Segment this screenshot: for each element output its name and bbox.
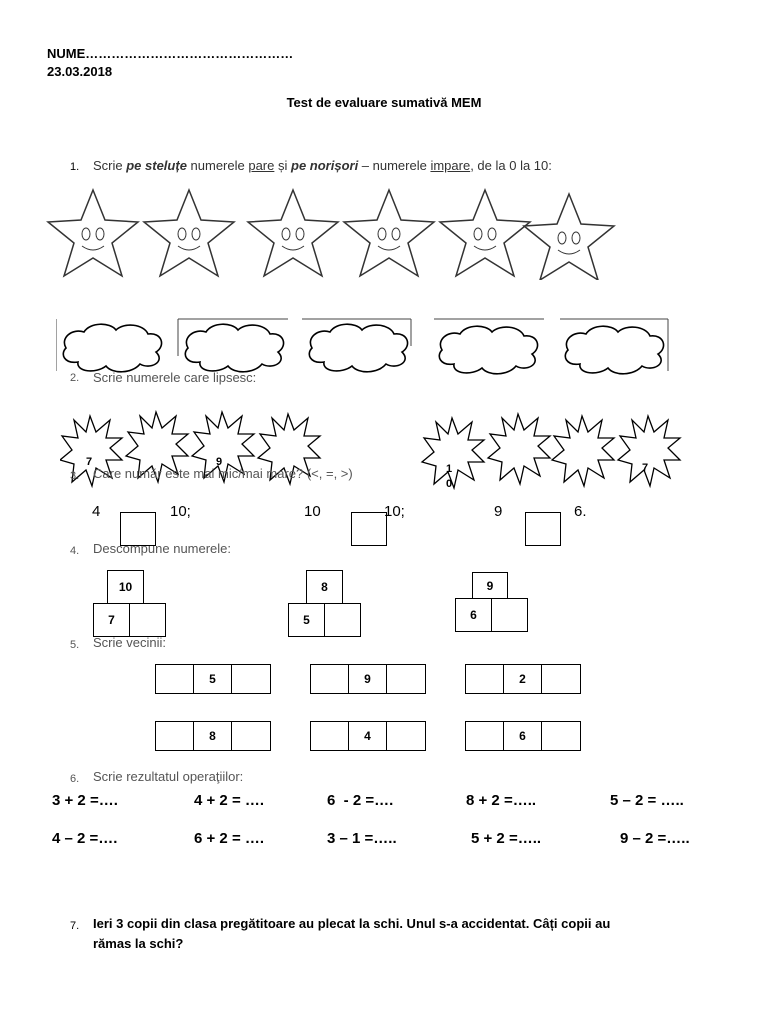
q1-mid1: numerele	[186, 158, 249, 173]
neighbor-blank[interactable]	[465, 721, 504, 751]
neighbor-blank[interactable]	[155, 664, 194, 694]
neighbor-blank[interactable]	[231, 721, 271, 751]
test-date: 23.03.2018	[47, 64, 113, 79]
q7-line2: rămas la schi?	[93, 936, 184, 951]
operation: 3 – 1 =…..	[327, 830, 397, 847]
burst-icon	[552, 416, 614, 486]
neighbor-blank[interactable]	[541, 664, 581, 694]
neighbor-blank[interactable]	[465, 664, 504, 694]
compare-answer-box[interactable]	[351, 512, 387, 546]
decompose-part: 7	[93, 603, 130, 637]
q1-mid2: și	[274, 158, 291, 173]
burst-icon	[422, 418, 484, 488]
q2-number: 2.	[70, 372, 80, 384]
q4-number: 4.	[70, 545, 80, 557]
page-title: Test de evaluare sumativă MEM	[286, 95, 482, 110]
q1-text	[93, 158, 552, 173]
decompose-blank[interactable]	[491, 598, 528, 632]
cloud-icon	[63, 324, 161, 372]
q5-text: Scrie vecinii:	[93, 635, 166, 650]
q6-number: 6.	[70, 773, 80, 785]
operation: 9 – 2 =…..	[620, 830, 690, 847]
q1-even: pare	[248, 158, 275, 173]
star-icon	[344, 190, 434, 276]
neighbor-blank[interactable]	[386, 721, 426, 751]
operation: 4 – 2 =….	[52, 830, 118, 847]
decompose-blank[interactable]	[129, 603, 166, 637]
neighbor-blank[interactable]	[231, 664, 271, 694]
q5-number: 5.	[70, 639, 80, 651]
star-icon	[248, 190, 338, 276]
q1-bold-clouds: pe norișori	[291, 158, 359, 173]
cloud-icon	[185, 324, 283, 372]
decompose-blank[interactable]	[324, 603, 361, 637]
star-icon	[440, 190, 530, 276]
decompose-part: 6	[455, 598, 492, 632]
burst-number: 7	[642, 462, 649, 474]
cloud-icon	[309, 324, 407, 372]
burst-number: 1 0	[446, 463, 453, 490]
q1-bold-stars: pe steluțe	[126, 158, 187, 173]
operation: 6 + 2 = ….	[194, 830, 265, 847]
q3-number: 3.	[70, 470, 80, 482]
neighbor-blank[interactable]	[310, 664, 349, 694]
star-icon	[48, 190, 138, 276]
q1-number: 1.	[70, 161, 80, 173]
q1-suffix: , de la 0 la 10:	[470, 158, 552, 173]
operation: 5 + 2 =…..	[471, 830, 542, 847]
operation: 5 – 2 = …..	[610, 792, 684, 809]
neighbor-number: 5	[193, 664, 232, 694]
compare-right: 10;	[170, 503, 191, 520]
q6-text: Scrie rezultatul operaţiilor:	[93, 769, 244, 784]
compare-right: 6.	[574, 503, 587, 520]
q1-odd: impare	[430, 158, 471, 173]
neighbor-number: 6	[503, 721, 542, 751]
name-line: NUME…………………………………………	[47, 46, 294, 61]
operation: 8 + 2 =…..	[466, 792, 537, 809]
neighbor-number: 8	[193, 721, 232, 751]
compare-left: 10	[304, 503, 321, 520]
cloud-icon	[439, 326, 537, 374]
decompose-part: 5	[288, 603, 325, 637]
neighbor-number: 4	[348, 721, 387, 751]
q1-prefix: Scrie	[93, 158, 127, 173]
star-icon	[524, 194, 614, 280]
smiling-stars-row	[46, 188, 616, 280]
neighbor-blank[interactable]	[310, 721, 349, 751]
cloud-icon	[565, 326, 663, 374]
q2-text: Scrie numerele care lipsesc:	[93, 370, 257, 385]
compare-left: 9	[494, 503, 503, 520]
decompose-top: 8	[306, 570, 343, 604]
operation: 4 + 2 = ….	[194, 792, 265, 809]
burst-number: 7	[86, 456, 93, 468]
q1-mid3: – numerele	[358, 158, 431, 173]
q7-number: 7.	[70, 920, 80, 932]
decompose-top: 10	[107, 570, 144, 604]
burst-icon	[618, 416, 680, 486]
compare-right: 10;	[384, 503, 405, 520]
burst-icon	[488, 414, 550, 484]
q7-line1: Ieri 3 copii din clasa pregătitoare au plecat la schi. Unul s-a accidentat. Câți copii au	[93, 916, 611, 931]
compare-left: 4	[92, 503, 101, 520]
q3-text: Care număr este mai mic/mai mare? (<, =, >)	[93, 466, 353, 481]
neighbor-number: 9	[348, 664, 387, 694]
clouds-row	[56, 316, 676, 376]
neighbor-blank[interactable]	[386, 664, 426, 694]
neighbor-blank[interactable]	[541, 721, 581, 751]
neighbor-number: 2	[503, 664, 542, 694]
star-icon	[144, 190, 234, 276]
neighbor-blank[interactable]	[155, 721, 194, 751]
operation: 6 - 2 =….	[327, 792, 394, 809]
compare-answer-box[interactable]	[525, 512, 561, 546]
decompose-top: 9	[472, 572, 508, 600]
q4-text: Descompune numerele:	[93, 541, 232, 556]
operation: 3 + 2 =….	[52, 792, 118, 809]
burst-number: 9	[216, 456, 223, 468]
